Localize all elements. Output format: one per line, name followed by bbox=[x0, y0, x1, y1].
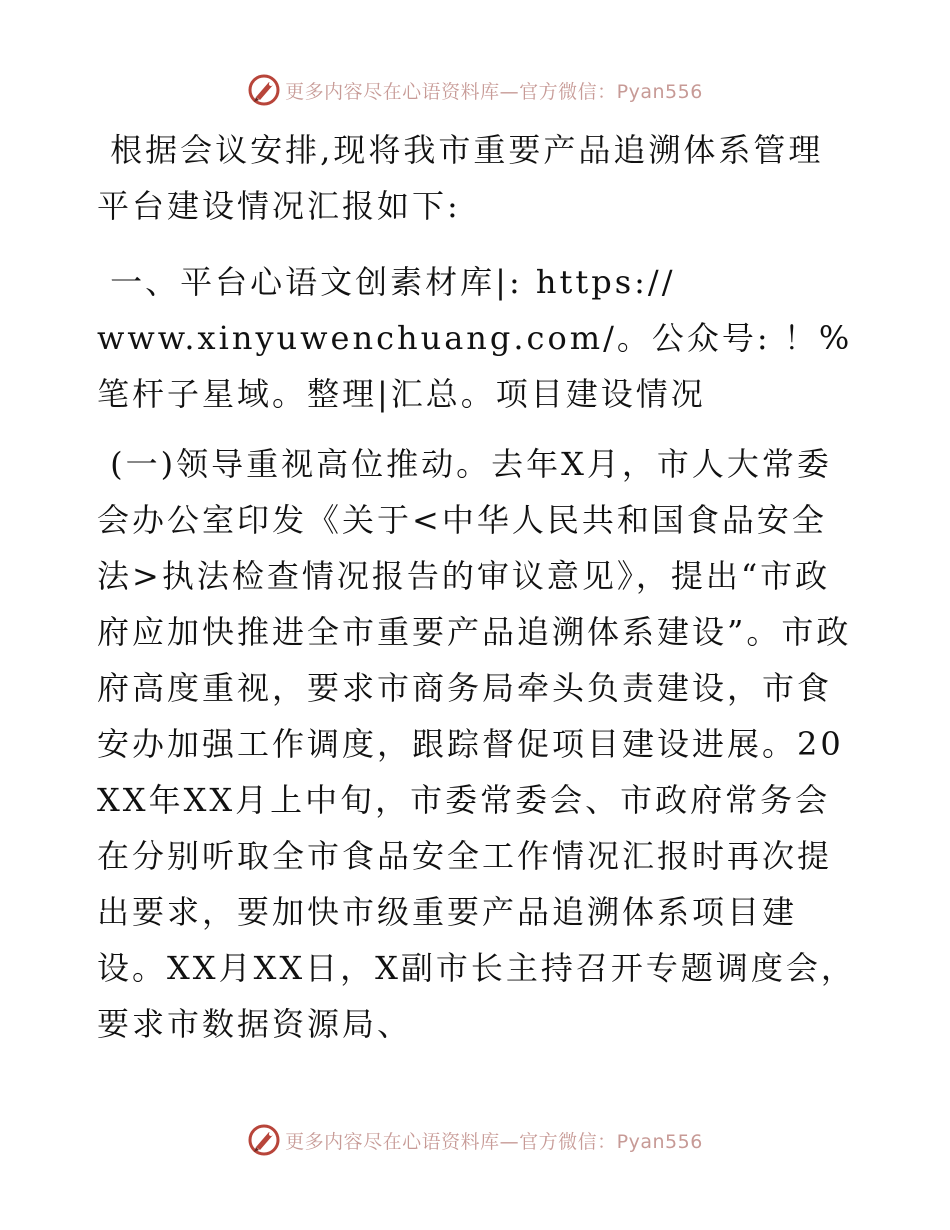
header-banner bbox=[0, 70, 950, 110]
intro-paragraph: 根据会议安排,现将我市重要产品追溯体系管理平台建设情况汇报如下: bbox=[97, 131, 824, 225]
header-banner-text: 更多内容尽在心语资料库—官方微信：Pyan556 bbox=[285, 80, 703, 103]
footer-banner-text: 更多内容尽在心语资料库—官方微信：Pyan556 bbox=[285, 1130, 703, 1153]
footer-banner bbox=[0, 1120, 950, 1160]
document-body bbox=[97, 122, 857, 1052]
section-one-subsection: (一)领导重视高位推动。去年X月，市人大常委会办公室印发《关于<中华人民共和国食品安全法>执法检查情况报告的审议意见》，提出“市政府应加快推进全市重要产品追溯体系建设”。市政府高度重视，要求市商务局牵头负责建设，市食安办加强工作调度，跟踪督促项目建设进展。20XX年XX月上中旬，市委常委会、市政府常务会在分别听取全市食品安全工作情况汇报时再次提出要求，要加快市级重要产品追溯体系项目建设。XX月XX日，X副市长主持召开专题调度会，要求市数据资源局、 bbox=[97, 445, 856, 1043]
pen-logo-icon bbox=[247, 1123, 281, 1157]
pen-logo-icon bbox=[247, 73, 281, 107]
section-one-heading: 一、平台心语文创素材库|: https:// www.xinyuwenchuang.com/。公众号: ！%笔杆子星域。整理|汇总。项目建设情况 bbox=[97, 263, 853, 413]
